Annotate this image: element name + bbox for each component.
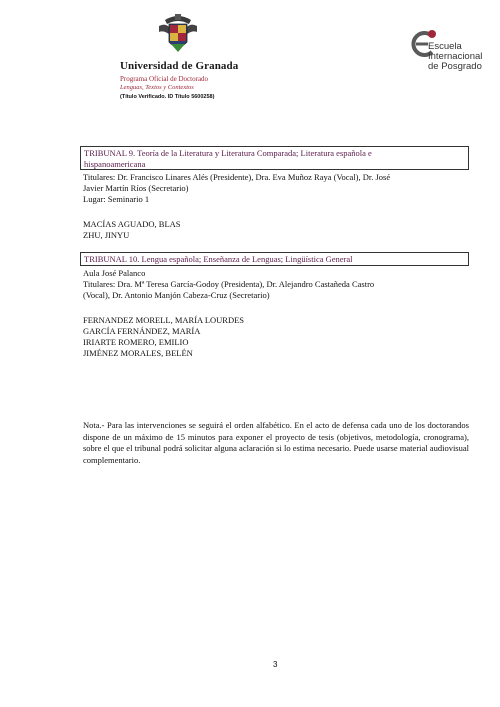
program-subtitle: Lenguas, Textos y Contextos	[120, 84, 194, 91]
tribunal-9-titulares: Titulares: Dr. Francisco Linares Alés (Presidente), Dra. Eva Muñoz Raya (Vocal), Dr. José Javier Martín Ríos (Secretario) Lugar: Seminario 1	[83, 172, 391, 204]
list-item: FERNANDEZ MORELL, MARÍA LOURDES	[83, 315, 245, 325]
list-item: JIMÉNEZ MORALES, BELÉN	[83, 348, 193, 358]
tribunal-9-students	[83, 219, 181, 241]
tribunal-10-title: TRIBUNAL 10. Lengua española; Enseñanza de Lenguas; Lingüística General	[80, 252, 469, 266]
university-name: Universidad de Granada	[120, 60, 239, 72]
ugr-crest-icon	[155, 12, 201, 56]
tribunal-10-lugar: Aula José Palanco	[83, 268, 146, 278]
escuela-posgrado-name: Escuela Internacional de Posgrado	[428, 41, 483, 72]
list-item: IRIARTE ROMERO, EMILIO	[83, 337, 189, 347]
tribunal-10-details: Aula José Palanco Titulares: Dra. Mª Teresa García-Godoy (Presidenta), Dr. Alejandro Castañeda Castro (Vocal), Dr. Antonio Manjón Cabeza-Cruz (Secretario)	[83, 268, 375, 300]
tribunal-9-lugar: Lugar: Seminario 1	[83, 194, 150, 204]
list-item: GARCÍA FERNÁNDEZ, MARÍA	[83, 326, 201, 336]
program-name: Programa Oficial de Doctorado	[120, 75, 209, 83]
tribunal-9-title: TRIBUNAL 9. Teoría de la Literatura y Literatura Comparada; Literatura española e hispanoamericana	[80, 146, 469, 170]
page-number: 3	[273, 660, 278, 669]
list-item: ZHU, JINYU	[83, 230, 130, 240]
list-item: MACÍAS AGUADO, BLAS	[83, 219, 181, 229]
tribunal-10-students	[83, 315, 244, 359]
titulo-verificado: (Título Verificado. ID Título 5600258)	[120, 94, 215, 100]
nota-paragraph: Nota.- Para las intervenciones se seguirá el orden alfabético. En el acto de defensa cada uno de los doctorandos dispone de un máximo de 15 minutos para exponer el proyecto de tesis (objetivos, metodología, cronograma), sobre el que el tribunal podrá solicitar alguna aclaración si lo estima necesario. Puede usarse material audiovisual complementario.	[83, 420, 469, 465]
